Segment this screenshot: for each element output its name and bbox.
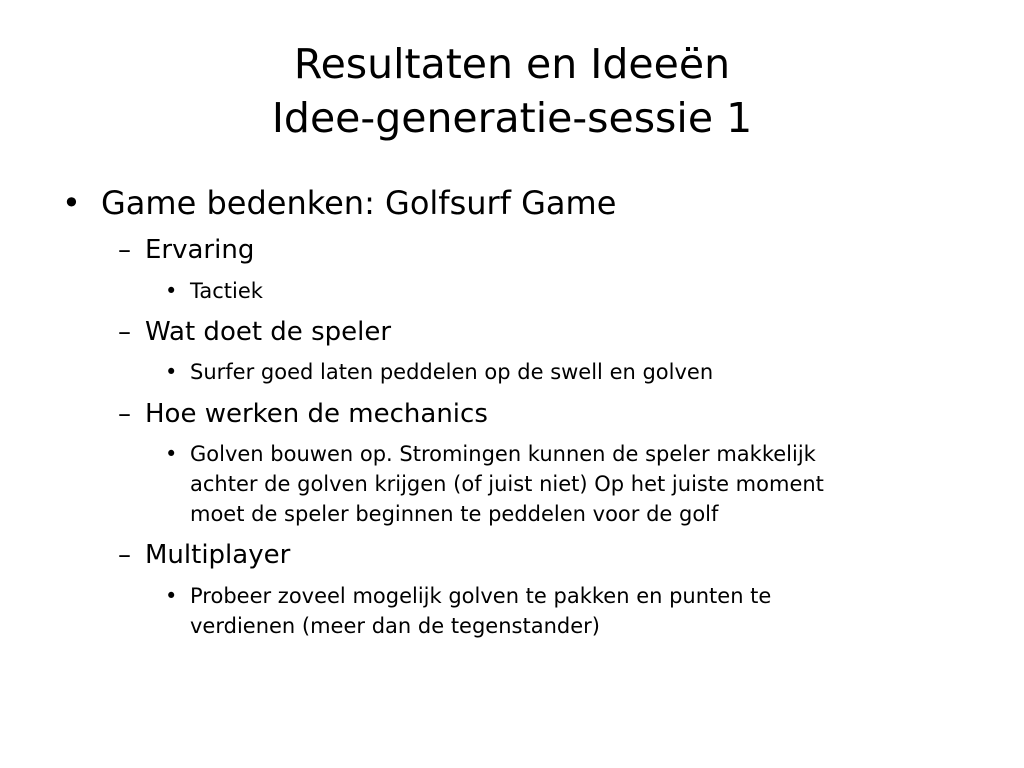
sub-bullet-mechanics: [0, 398, 1024, 430]
bullet-marker: •: [165, 360, 178, 384]
bullet-marker: •: [62, 184, 81, 222]
text-line: verdienen (meer dan de tegenstander): [190, 614, 600, 638]
text-line: moet de speler beginnen te peddelen voor de golf: [190, 502, 719, 526]
sub-sub-bullet-probeer: [0, 582, 1024, 642]
bullet-marker: •: [165, 279, 178, 303]
sub-bullet-text: Ervaring: [145, 235, 255, 265]
dash-marker: –: [118, 399, 131, 429]
sub-sub-bullet-text: Tactiek: [190, 279, 263, 303]
sub-bullet-wat-doet-de-speler: [0, 316, 1024, 348]
sub-bullet-text: Multiplayer: [145, 540, 291, 570]
sub-bullet-multiplayer: [0, 539, 1024, 571]
sub-sub-bullet-text: Surfer goed laten peddelen op de swell en golven: [190, 360, 714, 384]
title-line-1: Resultaten en Ideeën: [293, 40, 731, 88]
dash-marker: –: [118, 235, 131, 265]
sub-bullet-ervaring: [0, 234, 1024, 266]
sub-bullet-text: Hoe werken de mechanics: [145, 399, 488, 429]
text-line: achter de golven krijgen (of juist niet) Op het juiste moment: [190, 472, 824, 496]
title-line-2: Idee-generatie-sessie 1: [271, 94, 753, 142]
text-line: Golven bouwen op. Stromingen kunnen de speler makkelijk: [190, 442, 816, 466]
bullet-marker: •: [165, 584, 178, 608]
dash-marker: –: [118, 540, 131, 570]
bullet-text: Game bedenken: Golfsurf Game: [101, 184, 617, 222]
text-line: Probeer zoveel mogelijk golven te pakken en punten te: [190, 584, 772, 608]
bullet-game: [0, 184, 1024, 222]
sub-sub-bullet-surfer: [0, 358, 1024, 387]
sub-bullet-text: Wat doet de speler: [145, 317, 392, 347]
bullet-marker: •: [165, 442, 178, 466]
sub-sub-bullet-tactiek: [0, 277, 1024, 306]
sub-sub-bullet-golven-bouwen: [0, 440, 1024, 530]
dash-marker: –: [118, 317, 131, 347]
